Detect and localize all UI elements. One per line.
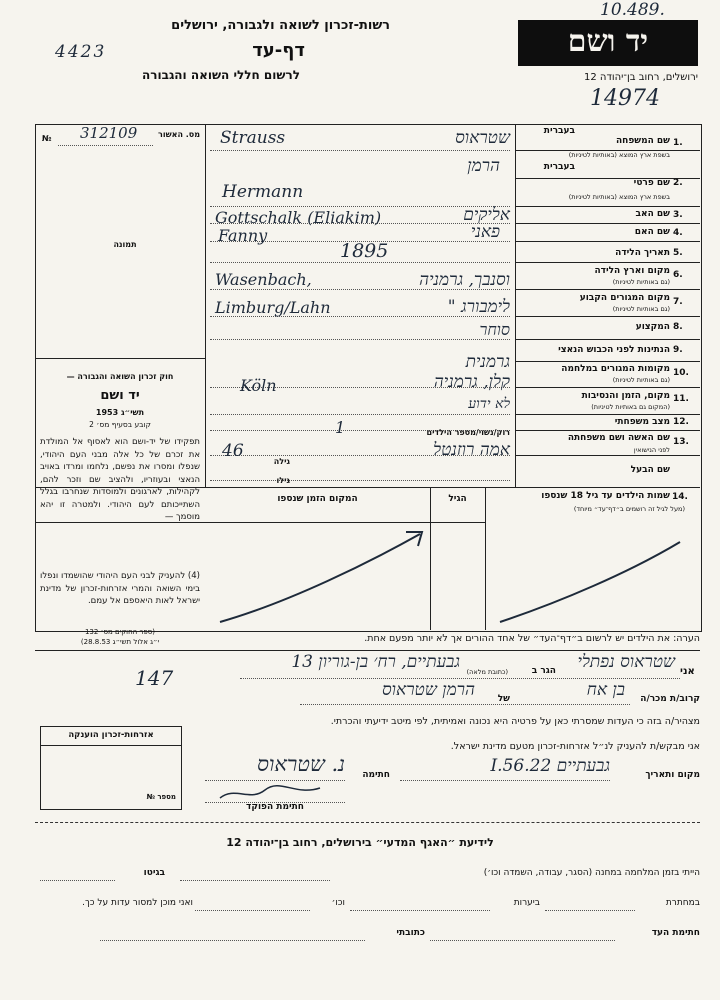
death-details-value: לא ידוע (468, 396, 510, 412)
approval-value: 312109 (80, 124, 138, 142)
field-sub-label: לפני הנישואין (633, 446, 670, 454)
document-number: 14974 (590, 86, 660, 111)
yad-vashem-logo (518, 20, 698, 66)
birth-year: 1895 (340, 240, 389, 262)
field-number: 11. (673, 394, 689, 404)
field-number: 6. (673, 270, 683, 280)
law-item-4: (4) להעניק לבני העם היהודי שהושמדו ונפלו בימי השואה והמרי אזרחות-זכרון של מדינת ישראל לאות היאספם אל עמם. (40, 571, 200, 606)
form-title: דף-עד (252, 40, 305, 61)
field-number: 10. (673, 368, 689, 378)
first-name-hebrew: הרמן (467, 156, 500, 176)
family-name-hebrew: שטראוס (455, 128, 510, 148)
field-number: 7. (673, 297, 683, 307)
children-label: שמות הילדים עד גיל 18 שנספו (541, 491, 670, 501)
research-address-label: כתובתי (396, 928, 425, 938)
research-ghetto-label: בגיטו (143, 868, 165, 878)
field-label: שם האם (634, 227, 670, 237)
war-residence-hebrew: קלן, גרמניה (433, 372, 510, 392)
witness-address-sub: (כתובת מלאה) (466, 668, 508, 676)
witness-request: אני מבקש/ת להעניק לנ״ל אזרחות-זכרון מטעם מדינת ישראל. (450, 741, 700, 752)
field-number: 12. (673, 417, 689, 427)
field-label: מקום, הזמן והנסיבות (581, 391, 670, 401)
citizenship-box-title: אזרחות-זכרון הוענקה (68, 730, 154, 740)
field-label: תאריך הלידה (615, 248, 670, 258)
birth-place-latin: Wasenbach, (215, 270, 312, 289)
nationality-value: גרמנית (465, 352, 510, 372)
children-sub-label: (מעל לגיל זה רושמים ב״דף־עד״ מיוחד) (573, 505, 685, 513)
relation-label: קרוב/ת מכר/ה (640, 694, 700, 704)
place-date-value: גבעתיים 22.I.56 (490, 756, 610, 776)
official-signature-label: חתימת הפוקד (246, 802, 304, 812)
relation-of-label: של (497, 694, 510, 704)
approval-label: מס. האשור (158, 130, 200, 139)
field-label: מצב משפחתי (614, 417, 670, 427)
research-witness-sig-label: חתימת העד (651, 928, 700, 938)
mother-name-hebrew: פאני (470, 222, 500, 242)
photo-label: תמונה (113, 240, 137, 249)
field-label: שם המשפחה (615, 136, 670, 146)
field-sub-label: (גם באותיות לטיניות) (612, 278, 670, 286)
field-label: הנתינות לפני הכבוש הנאצי (558, 345, 670, 355)
field-sub-label: (המקום גם באותיות לטיניות) (591, 403, 670, 411)
logo-text: יד ושם (567, 24, 649, 59)
witness-prefix: אני (680, 666, 695, 677)
witness-address-label: הגר ב (531, 666, 556, 676)
field-sub-label: (גם באותיות לטיניות) (612, 376, 670, 384)
field-label: המקצוע (635, 322, 670, 332)
relation-name: הרמן שטראוס (381, 680, 475, 700)
children-crossed-out (210, 522, 700, 630)
form-subtitle: לרשום חללי השואה והגבורה (142, 68, 300, 82)
witness-declaration: מצהיר/ה בזה כי העדות שמסרתי כאן על פרטיה היא נכונה ואמיתית, לפי מיטב ידיעתי והכרתי. (330, 716, 700, 727)
law-title: חוק זכרון השואה והגבורה — (66, 372, 174, 381)
law-ref-1: (ספר החוקים מס׳ 132 (84, 628, 156, 636)
field-number: 13. (673, 437, 689, 447)
research-line-1: הייתי בזמן המלחמה במחנה (הסגר, עבודה, השמדה וכו׳) (483, 868, 700, 878)
birth-place-hebrew: וסנבך, גרמניה (419, 270, 510, 290)
research-testimony-label: ואני מוכן למסור עדות על כך. (82, 898, 193, 908)
residence-hebrew: לימבורג " (447, 297, 510, 317)
law-year: תשי״ג 1953 (95, 408, 145, 417)
citizenship-box-number: מספר № (146, 793, 176, 801)
husband-age-label: גילו (276, 476, 290, 485)
research-title: לידיעת ״האגף המדעי״ בירושלים, רחוב בן־יהודה 12 (226, 836, 494, 849)
field-sub-label: (גם באותיות לטיניות) (612, 305, 670, 313)
field-number: 8. (673, 322, 683, 332)
wife-age-label: גילה (273, 457, 290, 466)
archive-reference-number: 10.489. (600, 0, 665, 20)
children-number: 14. (672, 492, 688, 502)
law-clause: קובע בסעיף מס׳ 2 (89, 420, 151, 429)
profession-value: סוחר (479, 320, 510, 339)
field-label: שם פרטי (633, 178, 670, 188)
field-number: 2. (673, 178, 683, 188)
children-age-header: הגיל (448, 494, 467, 504)
research-underground-label: במחתרת (665, 898, 700, 908)
research-forests-label: ביערות (513, 898, 540, 908)
field-number: 9. (673, 345, 683, 355)
law-body: תפקידו של יד-ושם הוא לאסוף אל המולדת את זכרם של כל אלה מבני העם היהודי, שנפלו ומסרו את נפשם, נלחמו ומרדו באויב הנאצי ובעוזריו, ולהציב שם וזכר להם, לקהילות, לארגונים ולמוסדות שנחרבו בגלל השתייכותם לעם היהודי. ולמטרה זו יהא מוסמך — (40, 437, 200, 522)
institution-title: רשות-זכרון לשואה ולגבורה, ירושלים (171, 18, 390, 33)
war-residence-latin: Köln (240, 376, 277, 395)
law-box (38, 364, 202, 646)
witness-address: גבעתיים, רח׳ בן-גוריון 13 (291, 652, 460, 672)
law-name: יד ושם (100, 388, 140, 403)
field-lang-label: בעברית (543, 162, 575, 172)
field-label: מקום המגורים הקבוע (579, 293, 670, 303)
field-label: מקום וארץ הלידה (594, 266, 670, 276)
children-place-header: המקום הזמן שנספו (277, 494, 358, 504)
field-label: מקומות המגורים במלחמה (561, 364, 670, 374)
official-signature-scrawl (215, 782, 325, 804)
citizenship-box (40, 726, 182, 810)
residence-latin: Limburg/Lahn (215, 298, 331, 317)
field-sub-label: בשפת ארץ המוצא (באותיות לטיניות) (568, 151, 670, 159)
first-name-latin: Hermann (222, 182, 304, 202)
field-number: 4. (673, 228, 683, 238)
field-number: 3. (673, 210, 683, 220)
witness-side-number: 147 (135, 666, 174, 690)
approval-no-label: № (42, 134, 52, 143)
family-name-latin: Strauss (220, 128, 286, 148)
relation-value: בן אח (586, 680, 625, 700)
place-date-label: מקום ותאריך (645, 770, 700, 780)
marital-status-label: רוק/נשוי/מספר הילדים (426, 428, 510, 437)
law-ref-2: י״ג אלול תשי״ג 28.8.53) (80, 638, 160, 646)
institution-address: ירושלים, רחוב בן־יהודה 12 (584, 72, 698, 83)
field-label: שם האב (635, 209, 670, 219)
form-number: 4423 (55, 42, 107, 62)
witness-name: שטראוס נפתלי (577, 652, 675, 672)
witness-signature: נ. שטראוס (257, 752, 345, 776)
wife-age-value: 46 (222, 441, 244, 461)
field-sub-label: בשפת ארץ המוצא (באותיות לטיניות) (568, 193, 670, 201)
field-label: שם הבעל (630, 465, 670, 475)
signature-label: חתימה (362, 770, 390, 780)
father-name-hebrew: אליקים (463, 205, 510, 225)
field-number: 1. (673, 138, 683, 148)
children-count: 1 (335, 418, 346, 437)
children-note: הערה: את הילדים יש לרשום ב״דף־העד״ של אחד ההורים אך לא יותר מפעם אחת. (364, 633, 700, 644)
research-etc-label: וכו׳ (331, 898, 345, 908)
father-name-latin: Gottschalk (Eliakim) (215, 208, 382, 227)
wife-name-value: אמה רוזנטל (433, 440, 510, 460)
field-number: 5. (673, 248, 683, 258)
field-lang-label: בעברית (543, 126, 575, 136)
field-label: שם האשה ושם משפחתה (567, 433, 670, 443)
mother-name-latin: Fanny (218, 226, 268, 245)
